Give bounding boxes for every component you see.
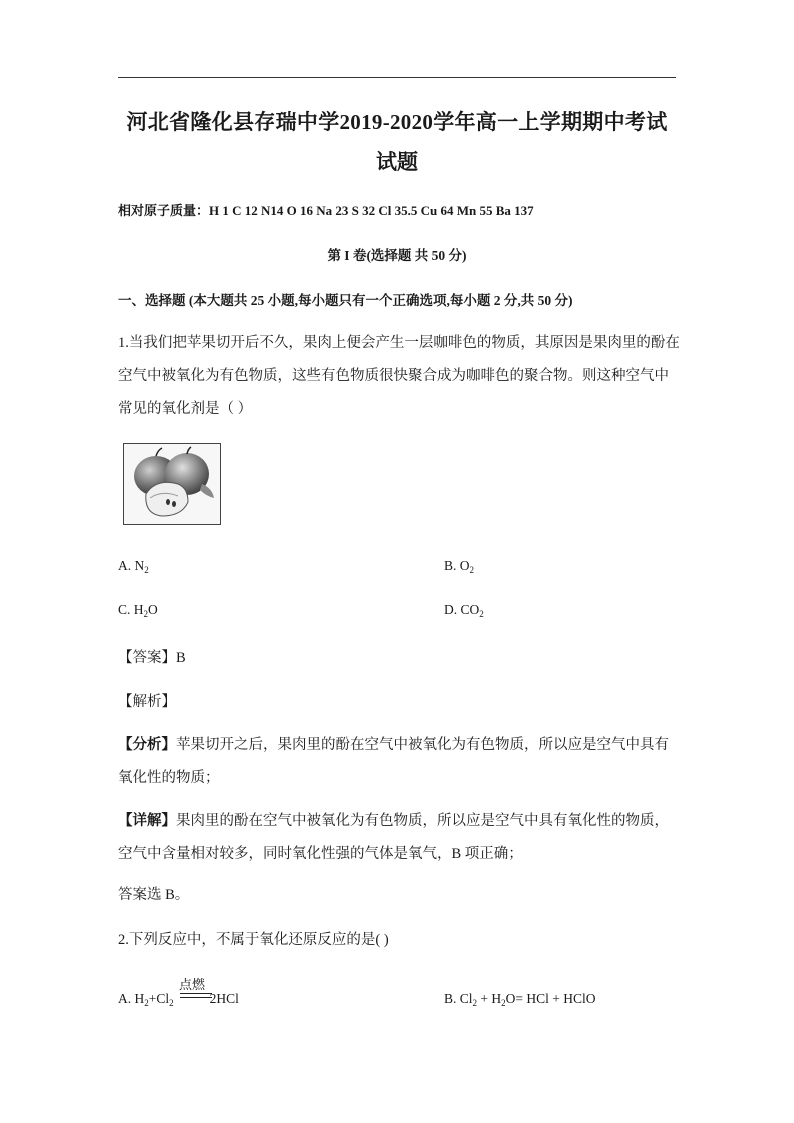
page-title: 河北省隆化县存瑞中学2019-2020学年高一上学期期中考试 [126, 110, 668, 134]
option-a[interactable] [118, 558, 149, 575]
option-d-text: D. CO [444, 602, 480, 617]
q2-a-product: 2HCl [209, 991, 239, 1006]
option-d-sub: 2 [479, 609, 484, 619]
conclusion-line: 答案选 B。 [118, 887, 190, 903]
page-title-continued: 试题 [376, 150, 418, 174]
analysis-text: 苹果切开之后，果肉里的酚在空气中被氧化为有色物质，所以应是空气中具有氧化性的物质； [118, 737, 669, 786]
q2-a-sub2: 2 [169, 998, 174, 1008]
analysis-mark: 【分析】 [118, 737, 176, 753]
detail-mark: 【详解】 [118, 813, 176, 829]
option-d[interactable] [444, 602, 484, 619]
option-a-text: A. N [118, 558, 145, 573]
question-1-text: 1.当我们把苹果切开后不久，果肉上便会产生一层咖啡色的物质，其原因是果肉里的酚在空气中被氧化为有色物质，这些有色物质很快聚合成为咖啡色的聚合物。则这种空气中常见的氧化剂是（ ） [118, 335, 680, 417]
q2-a-label: A. H [118, 991, 145, 1006]
option-c-suffix: O [148, 602, 158, 617]
analysis-paragraph [118, 729, 680, 795]
q2-b-sub1: 2 [472, 998, 478, 1008]
q2-b-sub2: 2 [501, 998, 506, 1008]
apples-image [123, 443, 221, 525]
option-b-text: B. O [444, 558, 470, 573]
analysis-heading: 【解析】 [118, 694, 176, 710]
question-2-text: 2.下列反应中，不属于氧化还原反应的是( ) [118, 932, 389, 948]
q2-option-b[interactable] [444, 991, 596, 1008]
option-b-sub: 2 [469, 565, 475, 575]
option-a-sub: 2 [144, 565, 149, 575]
apples-illustration-icon [124, 444, 220, 524]
q2-a-mid: +Cl [148, 991, 170, 1006]
answer-line: 【答案】B [118, 650, 186, 666]
atomic-masses: 相对原子质量：H 1 C 12 N14 O 16 Na 23 S 32 Cl 35.5 Cu 64 Mn 55 Ba 137 [118, 203, 534, 218]
option-c[interactable] [118, 602, 158, 619]
section-title: 一、选择题 (本大题共 25 小题,每小题只有一个正确选项,每小题 2 分,共 50 分) [118, 293, 573, 308]
reaction-condition: 点燃 [179, 977, 206, 992]
header-rule [118, 77, 676, 78]
volume-title: 第 I 卷(选择题 共 50 分) [327, 248, 467, 263]
equals-bar [180, 993, 212, 998]
q2-option-a[interactable] [118, 991, 239, 1008]
q2-b-rest: O= HCl + HClO [505, 991, 596, 1006]
detail-text: 果肉里的酚在空气中被氧化为有色物质，所以应是空气中具有氧化性的物质，空气中含量相对较多，同时氧化性强的气体是氧气，B 项正确； [118, 813, 669, 862]
option-b[interactable] [444, 558, 474, 575]
detail-paragraph [118, 805, 680, 871]
q2-b-label: B. Cl [444, 991, 473, 1006]
option-c-text: C. H [118, 602, 144, 617]
option-c-sub: 2 [143, 609, 149, 619]
q2-b-mid: + H [477, 991, 502, 1006]
q2-a-sub1: 2 [144, 998, 149, 1008]
